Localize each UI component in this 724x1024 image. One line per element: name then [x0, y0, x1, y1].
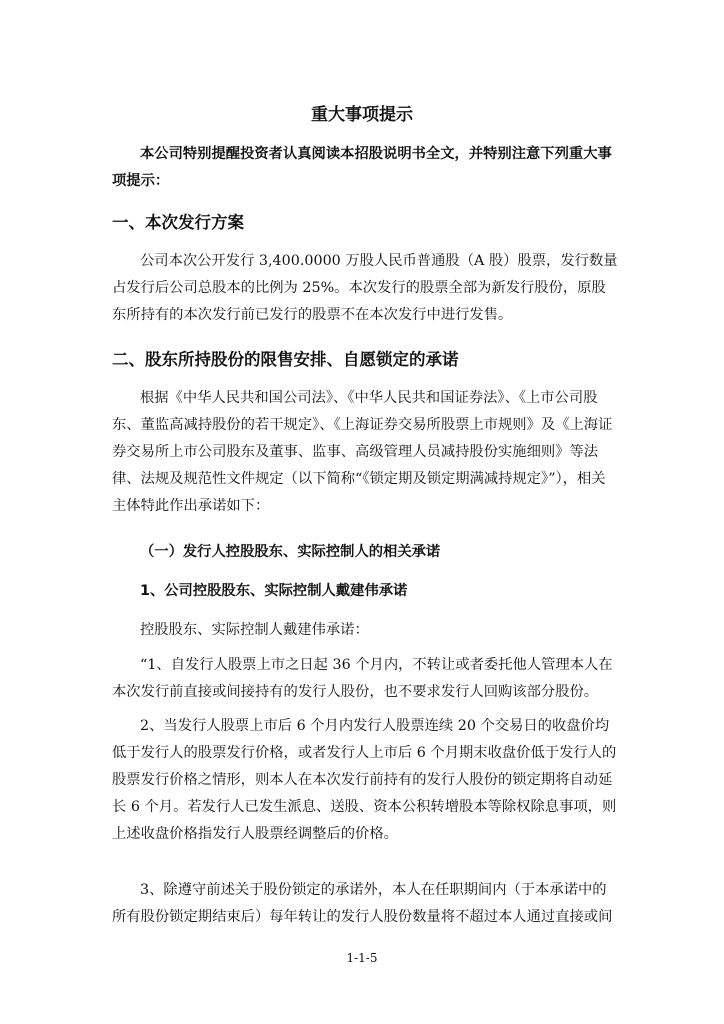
commitment-lead: 控股股东、实际控制人戴建伟承诺：: [140, 622, 369, 638]
intro-notice: 本公司特别提醒投资者认真阅读本招股说明书全文，并特别注意下列重大事项提示：: [112, 146, 612, 189]
section1-body: 公司本次公开发行 3,400.0000 万股人民币普通股（A 股）股票，发行数量占发行后公司总股本的比例为 25%。本次发行的股票全部为新发行股份，原股东所持有的本次发行前已发行的股票不在本次发行中进行发售。: [112, 253, 618, 323]
section2-body: 根据《中华人民共和国公司法》、《中华人民共和国证券法》、《上市公司股东、董监高减持股份的若干规定》、《上海证券交易所股票上市规则》及《上海证券交易所上市公司股东及董事、监事、高级管理人员减持股份实施细则》等法律、法规及规范性文件规定（以下简称“《锁定期及锁定期满减持规定》”），相关主体特此作出承诺如下：: [112, 390, 613, 514]
commitment-paragraph-2: 2、当发行人股票上市后 6 个月内发行人股票连续 20 个交易日的收盘价均低于发行人的股票发行价格，或者发行人上市后 6 个月期末收盘价低于发行人的股票发行价格之情形，则本人在本次发行前持有的发行人股份的锁定期将自动延长 6 个月。若发行人已发生派息、送股、资本公积转增股本等除权除息事项，则上述收盘价格指发行人股票经调整后的价格。: [112, 718, 617, 842]
commitment-paragraph-1: “1、自发行人股票上市之日起 36 个月内，不转让或者委托他人管理本人在本次发行前直接或间接持有的发行人股份，也不要求发行人回购该部分股份。: [112, 657, 613, 700]
section2-heading: 二、股东所持股份的限售安排、自愿锁定的承诺: [112, 350, 459, 369]
commitment-paragraph-3: 3、除遵守前述关于股份锁定的承诺外，本人在任职期间内（于本承诺中的所有股份锁定期结束后）每年转让的发行人股份数量将不超过本人通过直接或间: [112, 882, 613, 925]
commitment-heading: 1、公司控股股东、实际控制人戴建伟承诺: [140, 583, 408, 599]
page-number: 1-1-5: [346, 951, 378, 965]
section1-heading: 一、本次发行方案: [112, 213, 244, 232]
subsection-heading: （一）发行人控股股东、实际控制人的相关承诺: [140, 544, 441, 560]
page-title: 重大事项提示: [311, 105, 413, 125]
